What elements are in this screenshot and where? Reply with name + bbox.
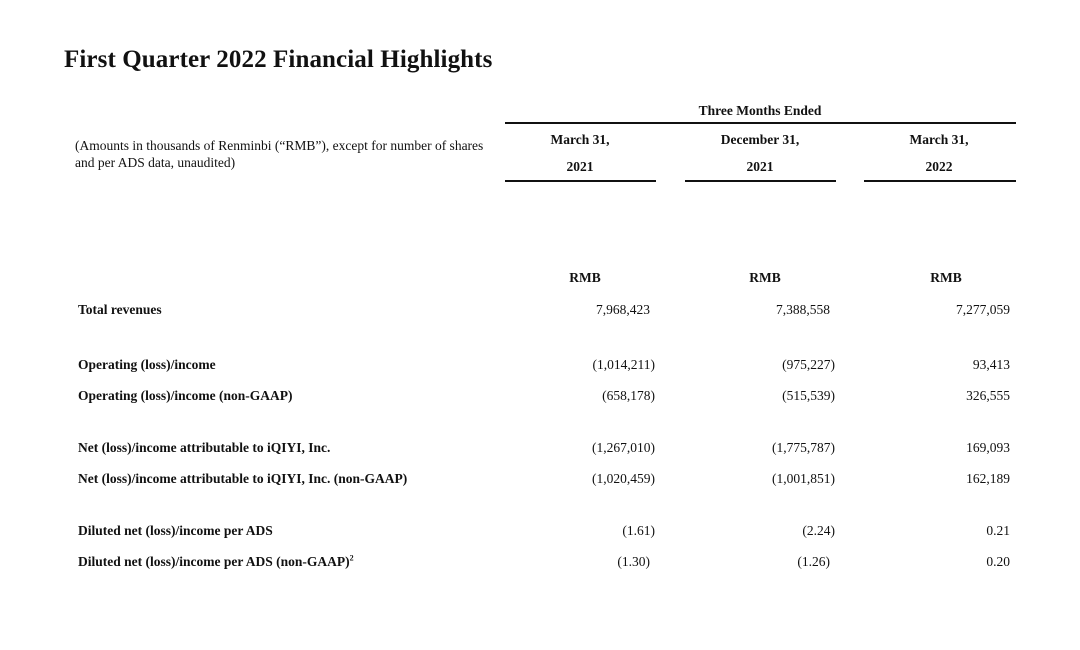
row-label-net-income: Net (loss)/income attributable to iQIYI, Inc. bbox=[78, 440, 331, 455]
cell-value: (515,539) bbox=[782, 388, 835, 403]
column-header-year: 2021 bbox=[746, 159, 774, 174]
currency-label: RMB bbox=[930, 270, 962, 285]
currency-label: RMB bbox=[749, 270, 781, 285]
cell-value: (2.24) bbox=[802, 523, 835, 538]
cell-value: 169,093 bbox=[966, 440, 1010, 455]
currency-label: RMB bbox=[569, 270, 601, 285]
cell-value: (1,267,010) bbox=[592, 440, 655, 455]
cell-value: 7,968,423 bbox=[596, 302, 650, 317]
column-header-month: March 31, bbox=[550, 132, 610, 147]
cell-value: (975,227) bbox=[782, 357, 835, 372]
row-label-total-revenues: Total revenues bbox=[78, 302, 162, 317]
cell-value: (1.61) bbox=[622, 523, 655, 538]
period-group-header: Three Months Ended bbox=[698, 103, 822, 118]
cell-value: (1,020,459) bbox=[592, 471, 655, 486]
cell-value: 93,413 bbox=[972, 357, 1010, 372]
column-header-rule bbox=[864, 180, 1016, 182]
row-label-net-income-non-gaap: Net (loss)/income attributable to iQIYI, Inc. (non-GAAP) bbox=[78, 471, 408, 486]
cell-value: (1.26) bbox=[797, 554, 830, 569]
column-header-year: 2021 bbox=[566, 159, 594, 174]
page-title: First Quarter 2022 Financial Highlights bbox=[64, 46, 493, 73]
amounts-note: (Amounts in thousands of Renminbi (“RMB”), except for number of shares and per ADS data, unaudited) bbox=[75, 138, 484, 170]
column-header-rule bbox=[685, 180, 836, 182]
cell-value: (658,178) bbox=[602, 388, 655, 403]
group-header-rule bbox=[505, 122, 1016, 124]
footnote-marker: 2 bbox=[349, 553, 354, 563]
cell-value: (1,775,787) bbox=[772, 440, 835, 455]
cell-value: 0.20 bbox=[986, 554, 1010, 569]
column-header-rule bbox=[505, 180, 656, 182]
cell-value: 326,555 bbox=[966, 388, 1010, 403]
row-label-diluted-per-ads-non-gaap bbox=[78, 554, 354, 570]
column-header-year: 2022 bbox=[925, 159, 953, 174]
cell-value: (1.30) bbox=[617, 554, 650, 569]
row-label-diluted-per-ads: Diluted net (loss)/income per ADS bbox=[78, 523, 273, 538]
column-header-month: March 31, bbox=[909, 132, 969, 147]
cell-value: 0.21 bbox=[986, 523, 1010, 538]
row-label-operating-income-non-gaap: Operating (loss)/income (non-GAAP) bbox=[78, 388, 293, 403]
column-header-q4-2021 bbox=[685, 126, 835, 180]
cell-value: (1,001,851) bbox=[772, 471, 835, 486]
cell-value: (1,014,211) bbox=[592, 357, 655, 372]
row-label-operating-income: Operating (loss)/income bbox=[78, 357, 216, 372]
cell-value: 7,277,059 bbox=[956, 302, 1010, 317]
row-label-text: Diluted net (loss)/income per ADS (non-GAAP) bbox=[78, 554, 350, 569]
cell-value: 162,189 bbox=[966, 471, 1010, 486]
column-header-q1-2021 bbox=[505, 126, 655, 180]
column-header-q1-2022 bbox=[864, 126, 1014, 180]
cell-value: 7,388,558 bbox=[776, 302, 830, 317]
column-header-month: December 31, bbox=[720, 132, 800, 147]
